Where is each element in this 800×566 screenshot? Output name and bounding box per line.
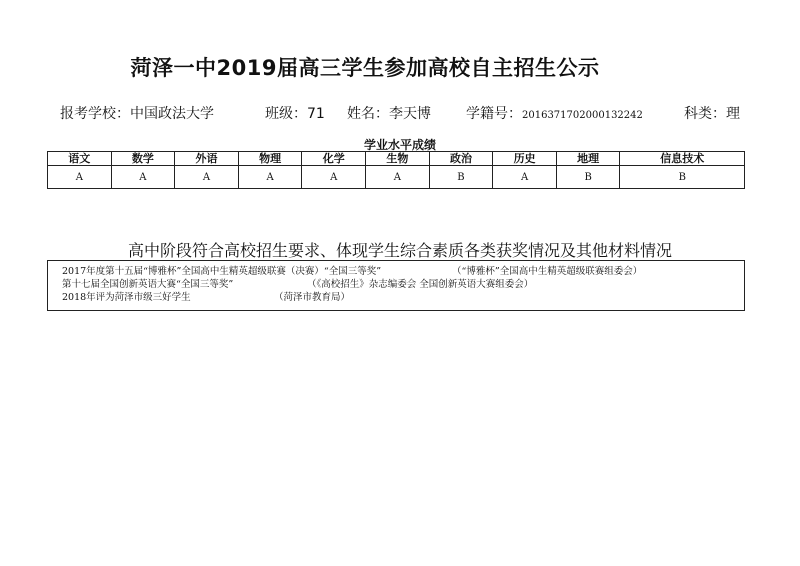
award-issuer: （《高校招生》杂志编委会 全国创新英语大赛组委会） [307,279,534,290]
award-text: 第十七届全国创新英语大赛“全国三等奖” [62,279,234,290]
grade-cell: B [620,166,745,189]
grade-cell: A [238,166,302,189]
class-value: 71 [307,106,325,122]
subject-header: 物理 [238,152,302,166]
student-id-value: 2016371702000132242 [522,110,643,121]
name-label: 姓名： [347,106,389,122]
grade-cell: A [48,166,112,189]
subject-header: 历史 [493,152,557,166]
track-label: 科类： [684,106,726,122]
student-id-field [466,103,643,123]
track-field [684,103,740,123]
class-field [265,103,325,123]
student-id-label: 学籍号： [466,106,522,122]
name-value: 李天博 [389,106,431,122]
grades-caption: 学业水平成绩 [363,138,436,152]
subject-header: 化学 [302,152,366,166]
grades-value-row [48,166,745,189]
award-text: 2017年度第十五届“博雅杯”全国高中生精英超级联赛（决赛）“全国三等奖” [62,266,382,277]
grade-cell: A [366,166,430,189]
grade-cell: A [175,166,239,189]
class-label: 班级： [265,106,307,122]
school-value: 中国政法大学 [130,106,214,122]
grade-cell: B [429,166,493,189]
page-title: 菏泽一中2019届高三学生参加高校自主招生公示 [130,56,600,80]
subject-header: 政治 [429,152,493,166]
school-label: 报考学校： [60,106,130,122]
award-text: 2018年评为菏泽市级三好学生 [62,292,191,303]
grade-cell: A [111,166,175,189]
grade-cell: B [556,166,620,189]
grades-table [47,151,745,189]
subject-header: 语文 [48,152,112,166]
subject-header: 生物 [366,152,430,166]
name-field [347,103,431,123]
grade-cell: A [302,166,366,189]
track-value: 理 [726,106,740,122]
school-field [60,103,214,123]
subject-header: 信息技术 [620,152,745,166]
subject-header: 数学 [111,152,175,166]
subject-header: 外语 [175,152,239,166]
award-issuer: （“博雅杯”全国高中生精英超级联赛组委会） [452,266,643,277]
awards-heading: 高中阶段符合高校招生要求、体现学生综合素质各类获奖情况及其他材料情况 [127,241,672,260]
grades-header-row [48,152,745,166]
awards-list [47,260,745,311]
award-issuer: （菏泽市教育局） [274,292,351,303]
grade-cell: A [493,166,557,189]
subject-header: 地理 [556,152,620,166]
